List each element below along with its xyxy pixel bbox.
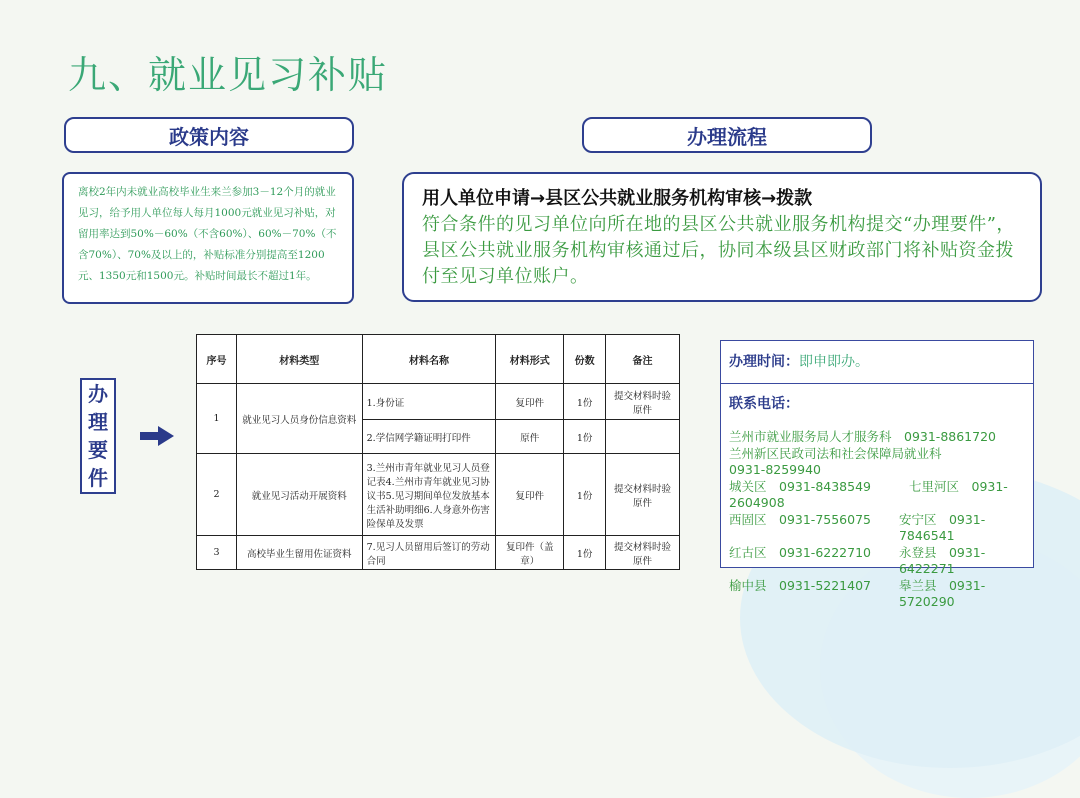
cell-name: 1.身份证 xyxy=(362,384,496,420)
cell-note: 提交材料时验原件 xyxy=(606,536,680,570)
phone-entry: 七里河区 0931- xyxy=(909,478,1008,494)
cell-name: 7.见习人员留用后签订的劳动合同 xyxy=(362,536,496,570)
phone-list xyxy=(729,429,1033,611)
phone-entry: 安宁区 0931-7846541 xyxy=(898,511,986,543)
cell-type: 就业见习活动开展资料 xyxy=(236,454,362,536)
office-hours xyxy=(729,351,869,371)
cell-form: 原件 xyxy=(496,420,564,454)
cell-type: 高校毕业生留用佐证资料 xyxy=(236,536,362,570)
phone-line xyxy=(729,479,1033,496)
arrow-right-icon xyxy=(140,426,174,446)
header-cell: 份数 xyxy=(564,335,606,384)
phone-entry: 榆中县 0931-5221407 xyxy=(729,577,871,593)
cell-note xyxy=(606,420,680,454)
office-hours-value: 即申即办。 xyxy=(799,354,869,370)
header-cell: 材料形式 xyxy=(496,335,564,384)
phone-line: 2604908 xyxy=(729,495,785,510)
cell-count: 1份 xyxy=(564,384,606,420)
cell-name: 3.兰州市青年就业见习人员登记表4.兰州市青年就业见习协议书5.见习期间单位发放基本生活补助明细6.人身意外伤害险保单及发票 xyxy=(362,454,496,536)
table-row xyxy=(197,384,680,420)
header-cell: 序号 xyxy=(197,335,237,384)
table-header-row xyxy=(197,335,680,384)
phone-line: 0931-8259940 xyxy=(729,462,821,477)
phone-line xyxy=(729,512,1033,545)
cell-form: 复印件 xyxy=(496,384,564,420)
phone-line xyxy=(729,545,1033,578)
cell-no: 2 xyxy=(197,454,237,536)
requirements-label-char: 办 xyxy=(88,382,108,406)
cell-form: 复印件 xyxy=(496,454,564,536)
cell-count: 1份 xyxy=(564,454,606,536)
phone-line: 兰州市就业服务局人才服务科 0931-8861720 xyxy=(729,429,996,444)
phone-entry: 永登县 0931-6422271 xyxy=(898,544,986,576)
cell-count: 1份 xyxy=(564,420,606,454)
cell-form: 复印件（盖章） xyxy=(496,536,564,570)
phone-entry: 西固区 0931-7556075 xyxy=(729,511,871,527)
requirements-label xyxy=(80,378,116,494)
phone-line: 兰州新区民政司法和社会保障局就业科 xyxy=(729,445,942,461)
process-content xyxy=(402,172,1042,302)
table-row xyxy=(197,536,680,570)
policy-content: 离校2年内未就业高校毕业生来兰参加3－12个月的就业见习，给予用人单位每人每月1000元就业见习补贴，对留用率达到50%－60%（不含60%）、60%－70%（不含70%）、70%及以上的，补贴标准分别提高至1200元、1350元和1500元。补贴时间最长不超过1年。 xyxy=(62,172,354,304)
cell-note: 提交材料时验原件 xyxy=(606,384,680,420)
header-cell: 材料类型 xyxy=(236,335,362,384)
process-steps: 用人单位申请→县区公共就业服务机构审核→拨款 xyxy=(422,188,813,209)
phone-entry: 红古区 0931-6222710 xyxy=(729,544,871,560)
cell-count: 1份 xyxy=(564,536,606,570)
header-cell: 备注 xyxy=(606,335,680,384)
policy-tab: 政策内容 xyxy=(64,117,354,153)
contact-panel xyxy=(720,340,1034,609)
cell-no: 1 xyxy=(197,384,237,454)
office-hours-label: 办理时间： xyxy=(729,354,799,370)
requirements-label-char: 理 xyxy=(88,410,108,434)
header-cell: 材料名称 xyxy=(362,335,496,384)
table-row xyxy=(197,454,680,536)
phone-entry: 城关区 0931-8438549 xyxy=(729,478,871,494)
cell-type: 就业见习人员身份信息资料 xyxy=(236,384,362,454)
phone-heading xyxy=(729,393,799,413)
phone-entry: 皋兰县 0931-5720290 xyxy=(898,577,986,609)
phone-label: 联系电话： xyxy=(729,396,799,412)
requirements-label-char: 件 xyxy=(88,466,108,490)
cell-note: 提交材料时验原件 xyxy=(606,454,680,536)
process-description: 符合条件的见习单位向所在地的县区公共就业服务机构提交“办理要件”，县区公共就业服务机构审核通过后，协同本级县区财政部门将补贴资金拨付至见习单位账户。 xyxy=(422,214,1015,287)
process-tab: 办理流程 xyxy=(582,117,872,153)
phone-line xyxy=(729,578,1033,611)
requirements-label-char: 要 xyxy=(88,438,108,462)
divider xyxy=(721,383,1033,384)
page-title: 九、就业见习补贴 xyxy=(68,53,389,97)
materials-table xyxy=(196,334,680,570)
cell-name: 2.学信网学籍证明打印件 xyxy=(362,420,496,454)
cell-no: 3 xyxy=(197,536,237,570)
